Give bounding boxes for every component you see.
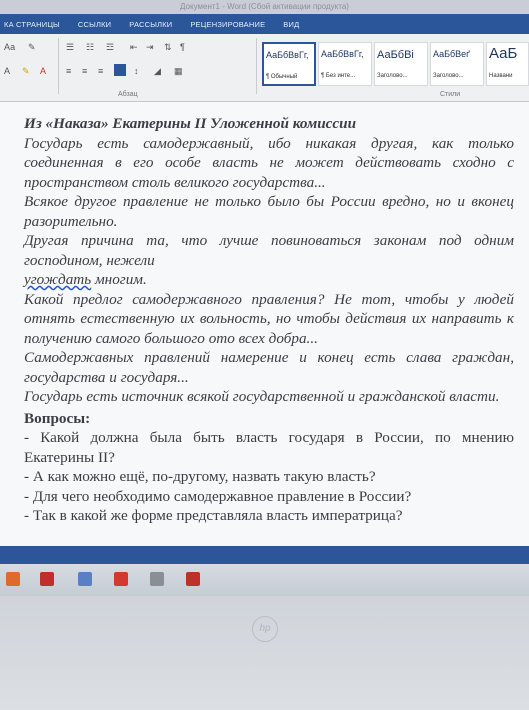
paragraph-group-label: Абзац [118, 91, 138, 98]
question-item: - Для чего необходимо самодержавное правление в России? [24, 487, 412, 505]
sort-icon[interactable]: ⇅ [164, 42, 172, 52]
style-normal[interactable] [262, 42, 316, 86]
style-sample: АаБбВвГг, [321, 49, 364, 59]
style-sample: АаБ [489, 45, 518, 62]
shading-icon[interactable]: ◢ [154, 66, 161, 76]
tab-references[interactable]: ССЫЛКИ [77, 19, 112, 29]
ribbon-toolbar [0, 34, 529, 102]
paragraph: Государь есть источник всякой государственной и гражданской власти. [24, 388, 500, 405]
app-icon[interactable] [78, 572, 92, 586]
pilcrow-icon[interactable]: ¶ [180, 42, 185, 52]
document-title: Из «Наказа» Екатерины II Уложенной комиссии [24, 115, 357, 132]
align-left-icon[interactable]: ≡ [66, 66, 72, 76]
style-heading-1[interactable] [374, 42, 428, 86]
ribbon-tabs [0, 14, 529, 34]
align-right-icon[interactable]: ≡ [98, 66, 104, 76]
spellcheck-word[interactable]: угождать [24, 271, 92, 288]
styles-group-label: Стили [440, 91, 461, 98]
numbering-icon[interactable]: ☷ [86, 42, 95, 52]
taskbar [0, 564, 529, 596]
window-title: Документ1 - Word (Сбой активации продукта) [0, 0, 529, 14]
hp-logo: hp [252, 616, 278, 642]
app-icon[interactable] [186, 572, 200, 586]
tab-review[interactable]: РЕЦЕНЗИРОВАНИЕ [190, 19, 266, 29]
tab-mailings[interactable]: РАССЫЛКИ [129, 19, 173, 29]
style-name: Заголово... [433, 73, 464, 79]
paragraph-continuation [24, 270, 514, 290]
line-spacing-icon[interactable]: ↕ [134, 66, 139, 76]
bullets-icon[interactable]: ☰ [66, 42, 75, 52]
document-body[interactable] [24, 114, 514, 526]
text-effects-icon[interactable]: A [4, 66, 11, 76]
style-sample: АаБбВеґ [433, 49, 470, 59]
paragraph: Какой предлог самодержавного правления? Не тот, чтобы у людей отнять естественную их вольность, но чтобы действия их направить к получению самого большого ото всех добра... [24, 290, 514, 347]
style-name: Заголово... [377, 73, 408, 79]
style-sample: АаБбВвГг, [266, 50, 309, 60]
tab-page-layout[interactable]: КА СТРАНИЦЫ [4, 19, 60, 29]
justify-icon[interactable] [114, 64, 126, 76]
style-title[interactable] [486, 42, 529, 86]
style-no-spacing[interactable] [318, 42, 372, 86]
question-item: - Так в какой же форме представляла власть императрица? [24, 507, 403, 524]
borders-icon[interactable]: ▦ [174, 66, 183, 76]
yandex-icon[interactable] [40, 572, 54, 586]
style-name: ¶ Без инте... [321, 73, 356, 79]
align-center-icon[interactable]: ≡ [82, 66, 88, 76]
opera-icon[interactable] [114, 572, 128, 586]
question-item: - Какой должна была быть власть государя в России, по мнению Екатерины II? [24, 429, 514, 466]
style-name: Названи [489, 73, 513, 79]
font-color-icon[interactable]: A [40, 66, 47, 76]
style-sample: АаБбВі [377, 49, 414, 61]
paragraph: Государь есть самодержавный, ибо никакая другая, как только соединенная в его особе власть не может действовать сходно с пространством столь великого государства... [24, 134, 514, 191]
multilevel-list-icon[interactable]: ☲ [106, 42, 115, 52]
paragraph: Другая причина та, что лучше повиноваться законам под одним господином, нежели [24, 232, 514, 269]
style-name: ¶ Обычный [266, 74, 298, 80]
increase-indent-icon[interactable]: ⇥ [146, 42, 154, 52]
font-size-label[interactable]: Аа [4, 42, 16, 52]
tab-view[interactable]: ВИД [283, 19, 300, 29]
status-bar [0, 546, 529, 564]
group-separator [256, 38, 257, 94]
paragraph-end: многим. [91, 271, 147, 288]
style-heading-2[interactable] [430, 42, 484, 86]
app-icon[interactable] [150, 572, 164, 586]
document-page[interactable] [0, 102, 529, 546]
question-item: - А как можно ещё, по-другому, назвать такую власть? [24, 468, 376, 485]
highlight-icon[interactable]: ✎ [22, 66, 30, 76]
questions-heading: Вопросы: [24, 409, 91, 427]
browser-icon[interactable] [6, 572, 20, 586]
group-separator [58, 38, 59, 94]
decrease-indent-icon[interactable]: ⇤ [130, 42, 138, 52]
paragraph: Самодержавных правлений намерение и конец есть слава граждан, государства и государя... [24, 349, 514, 386]
laptop-bezel [0, 596, 529, 710]
paragraph: Всякое другое правление не только было бы России вредно, но и вконец разорительно. [24, 193, 514, 230]
clear-format-icon[interactable]: ✎ [28, 42, 36, 52]
